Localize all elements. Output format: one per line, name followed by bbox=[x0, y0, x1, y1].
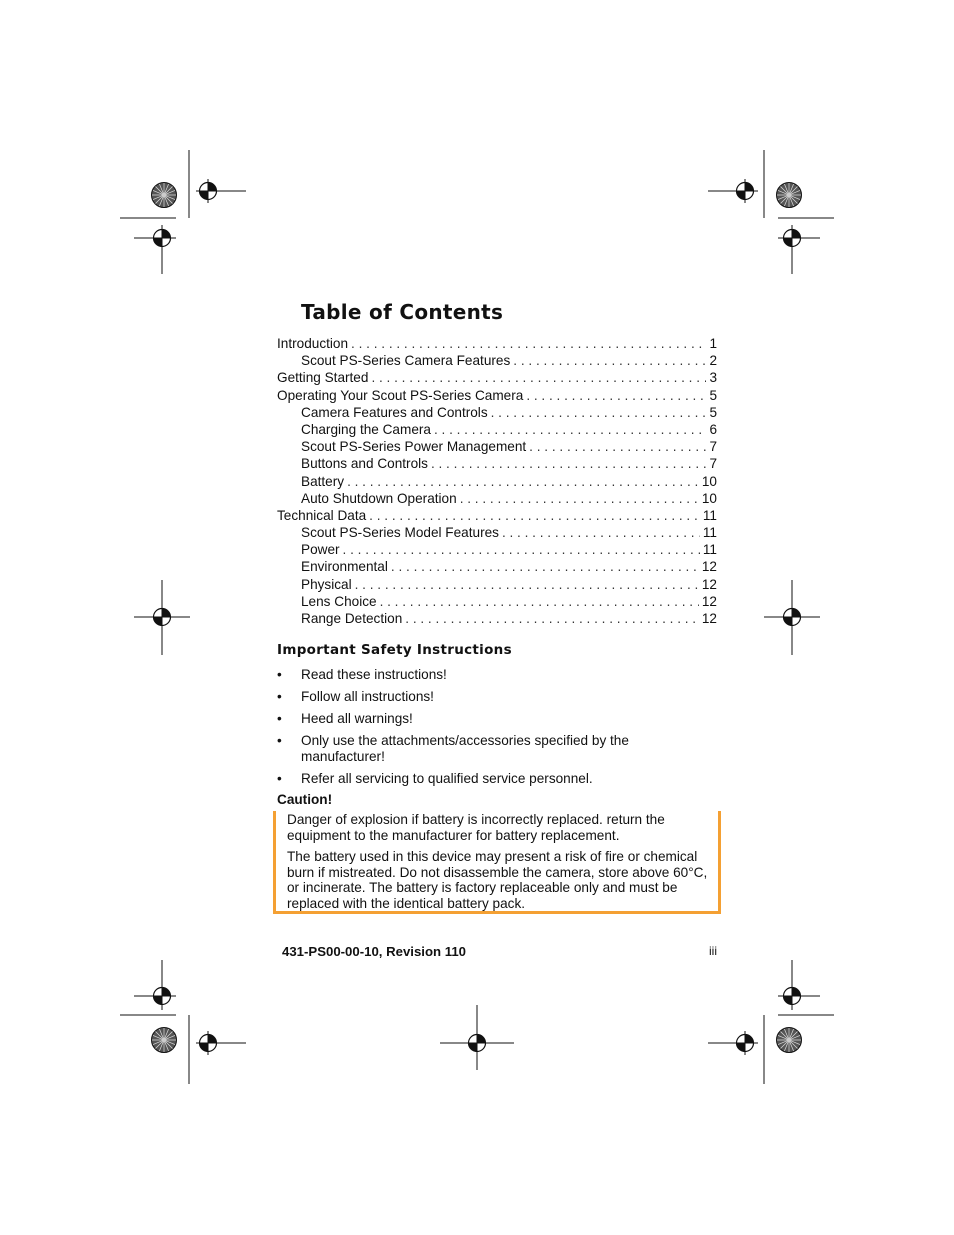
toc-dot-leader bbox=[513, 352, 706, 369]
toc-entry-page: 11 bbox=[702, 507, 717, 523]
toc-entry-page: 11 bbox=[702, 542, 717, 558]
bullet-icon: • bbox=[277, 733, 282, 748]
toc-entry-label: Environmental bbox=[301, 559, 388, 575]
safety-instructions-list bbox=[277, 667, 697, 793]
toc-dot-leader bbox=[351, 335, 706, 352]
toc-entry-page: 10 bbox=[701, 490, 717, 506]
toc-dot-leader bbox=[355, 576, 699, 593]
toc-dot-leader bbox=[434, 421, 706, 438]
toc-entry-label: Scout PS-Series Power Management bbox=[301, 439, 527, 455]
caution-paragraph: The battery used in this device may present a risk of fire or chemical burn if mistreated. Do not disassemble the camera, store above 60°C, or incinerate. The battery is factory replaceable only and must be replaced with the identical battery pack. bbox=[287, 849, 708, 911]
toc-dot-leader bbox=[343, 541, 700, 558]
toc-entry-page: 11 bbox=[702, 525, 717, 541]
toc-entry-page: 12 bbox=[701, 559, 717, 575]
toc-dot-leader bbox=[460, 490, 699, 507]
toc-dot-leader bbox=[431, 455, 706, 472]
toc-entry-page: 1 bbox=[709, 336, 717, 351]
toc-entry-page: 12 bbox=[701, 576, 717, 592]
bullet-icon: • bbox=[277, 689, 282, 704]
list-item-text: Read these instructions! bbox=[301, 667, 447, 682]
toc-entry-label: Auto Shutdown Operation bbox=[301, 490, 457, 506]
toc-entry[interactable] bbox=[277, 387, 717, 404]
toc-entry[interactable] bbox=[277, 610, 717, 627]
toc-entry-label: Battery bbox=[301, 473, 345, 489]
toc-entry-page: 5 bbox=[709, 387, 717, 403]
toc-entry-label: Charging the Camera bbox=[301, 421, 431, 437]
bullet-icon: • bbox=[277, 667, 282, 682]
toc-entry-label: Introduction bbox=[277, 336, 349, 351]
toc-entry[interactable] bbox=[277, 558, 717, 575]
list-item-text: Refer all servicing to qualified service personnel. bbox=[301, 770, 593, 786]
toc-entry-label: Scout PS-Series Camera Features bbox=[301, 353, 511, 369]
toc-entry-page: 6 bbox=[709, 421, 717, 437]
caution-label: Caution! bbox=[277, 792, 333, 807]
toc-entry[interactable] bbox=[277, 507, 717, 524]
toc-dot-leader bbox=[502, 524, 700, 541]
toc-entry[interactable] bbox=[277, 369, 717, 386]
caution-box bbox=[273, 811, 721, 914]
toc-entry-label: Physical bbox=[301, 576, 352, 592]
list-item bbox=[277, 689, 697, 705]
list-item bbox=[277, 711, 697, 727]
toc-entry[interactable] bbox=[277, 421, 717, 438]
footer-page-number: iii bbox=[709, 944, 717, 958]
toc-entry-label: Getting Started bbox=[277, 370, 369, 386]
toc-entry-label: Range Detection bbox=[301, 611, 403, 626]
footer-document-number: 431-PS00-00-10, Revision 110 bbox=[282, 944, 467, 959]
toc-entry-page: 2 bbox=[709, 353, 717, 369]
list-item-text: Heed all warnings! bbox=[301, 711, 413, 726]
toc-dot-leader bbox=[369, 507, 700, 524]
page-title: Table of Contents bbox=[301, 300, 504, 324]
bullet-icon: • bbox=[277, 770, 282, 786]
list-item-text: Only use the attachments/accessories specified by the manufacturer! bbox=[301, 733, 629, 764]
toc-dot-leader bbox=[371, 369, 706, 386]
toc-entry[interactable] bbox=[277, 576, 717, 593]
toc-entry[interactable] bbox=[277, 455, 717, 472]
toc-entry-page: 10 bbox=[701, 473, 717, 489]
toc-dot-leader bbox=[526, 387, 706, 404]
safety-heading: Important Safety Instructions bbox=[277, 642, 512, 658]
caution-paragraph: Danger of explosion if battery is incorrectly replaced. return the equipment to the manufacturer for battery replacement. bbox=[287, 812, 665, 843]
list-item bbox=[277, 733, 697, 764]
table-of-contents bbox=[277, 335, 717, 627]
toc-entry-page: 12 bbox=[701, 611, 717, 626]
toc-dot-leader bbox=[491, 404, 706, 421]
list-item-text: Follow all instructions! bbox=[301, 689, 434, 704]
toc-entry[interactable] bbox=[277, 541, 717, 558]
toc-entry-page: 12 bbox=[701, 593, 717, 609]
toc-entry[interactable] bbox=[277, 490, 717, 507]
toc-entry[interactable] bbox=[277, 524, 717, 541]
toc-entry[interactable] bbox=[277, 335, 717, 352]
toc-entry-page: 5 bbox=[709, 404, 717, 420]
toc-entry[interactable] bbox=[277, 473, 717, 490]
toc-entry-page: 7 bbox=[709, 456, 717, 472]
toc-dot-leader bbox=[380, 593, 699, 610]
bullet-icon: • bbox=[277, 711, 282, 726]
toc-entry-label: Buttons and Controls bbox=[301, 456, 428, 472]
toc-entry-label: Scout PS-Series Model Features bbox=[301, 525, 499, 541]
toc-entry[interactable] bbox=[277, 352, 717, 369]
toc-dot-leader bbox=[405, 610, 699, 627]
toc-dot-leader bbox=[347, 473, 699, 490]
toc-entry-page: 3 bbox=[709, 370, 717, 386]
toc-entry-label: Operating Your Scout PS-Series Camera bbox=[277, 387, 524, 403]
list-item bbox=[277, 667, 697, 683]
toc-entry[interactable] bbox=[277, 438, 717, 455]
list-item bbox=[277, 771, 697, 787]
toc-entry[interactable] bbox=[277, 404, 717, 421]
toc-entry-label: Lens Choice bbox=[301, 593, 377, 609]
toc-entry-label: Technical Data bbox=[277, 507, 367, 523]
toc-entry-page: 7 bbox=[709, 439, 717, 455]
toc-dot-leader bbox=[529, 438, 706, 455]
toc-entry-label: Power bbox=[301, 542, 340, 558]
toc-entry-label: Camera Features and Controls bbox=[301, 404, 488, 420]
toc-entry[interactable] bbox=[277, 593, 717, 610]
toc-dot-leader bbox=[391, 558, 699, 575]
